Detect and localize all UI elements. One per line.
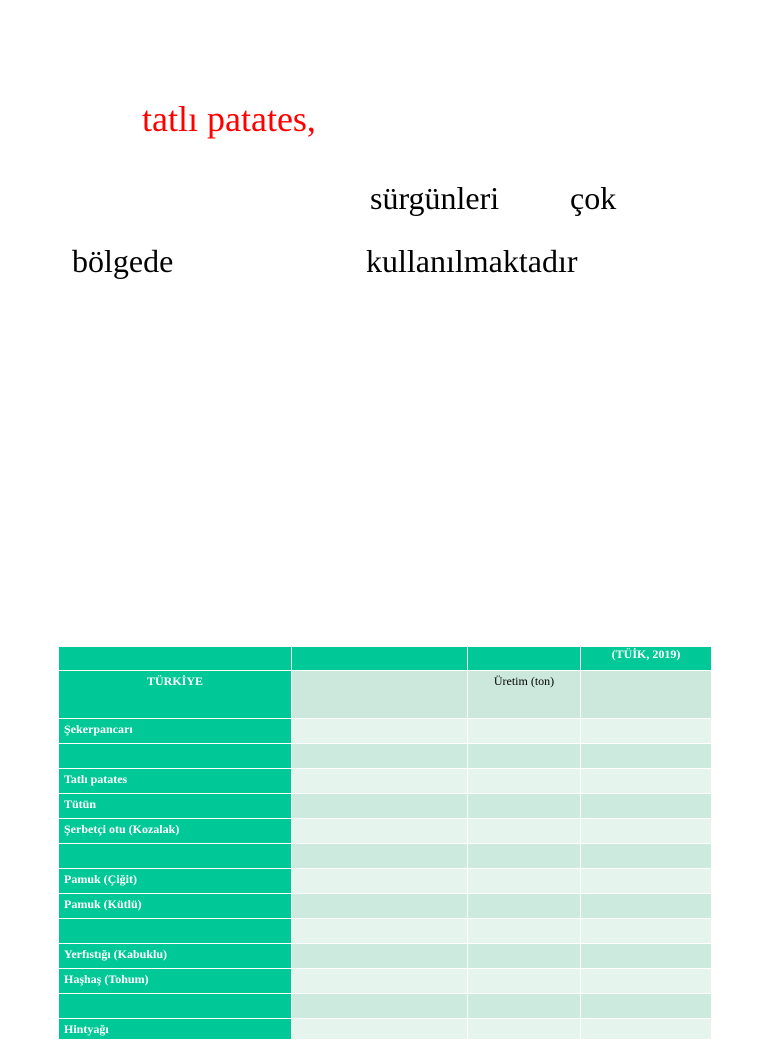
crop-name: Pamuk (Çiğit) [59, 869, 292, 894]
table-cell [468, 894, 581, 919]
table-cell [292, 1019, 468, 1040]
table-cell [292, 969, 468, 994]
table-cell [468, 969, 581, 994]
table-cell [581, 769, 712, 794]
table-row [59, 769, 712, 794]
table-row [59, 969, 712, 994]
crop-production-table [58, 646, 712, 1040]
table-header-row-top [59, 647, 712, 671]
body-word-kullanilmaktadir: kullanılmaktadır [366, 243, 578, 279]
table-cell [581, 869, 712, 894]
crop-name: Tatlı patates [59, 769, 292, 794]
table-cell [292, 944, 468, 969]
crop-name [59, 994, 292, 1019]
heading-title: tatlı patates, [142, 99, 316, 139]
table-cell [292, 719, 468, 744]
table-cell [468, 769, 581, 794]
table-cell [292, 994, 468, 1019]
table-cell [292, 919, 468, 944]
crop-name: Hintyağı [59, 1019, 292, 1040]
table-cell [581, 969, 712, 994]
table-source-label: (TÜİK, 2019) [581, 647, 712, 671]
table-row [59, 794, 712, 819]
table-cell [292, 869, 468, 894]
table-cell [581, 744, 712, 769]
crop-name: Şerbetçi otu (Kozalak) [59, 819, 292, 844]
table-cell [292, 819, 468, 844]
table-cell [468, 994, 581, 1019]
table-cell [581, 819, 712, 844]
crop-name [59, 744, 292, 769]
body-word-surgunleri: sürgünleri [370, 180, 500, 216]
table-cell [468, 794, 581, 819]
table-row [59, 944, 712, 969]
unit-header: Üretim (ton) [468, 671, 581, 719]
table-cell [468, 744, 581, 769]
table-cell [468, 944, 581, 969]
table-cell [468, 719, 581, 744]
header-cell-empty [468, 647, 581, 671]
header-cell-empty [581, 671, 712, 719]
table-cell [292, 744, 468, 769]
body-word-cok: çok [570, 180, 617, 216]
table-cell [468, 869, 581, 894]
table-row [59, 994, 712, 1019]
table-row [59, 1019, 712, 1040]
crop-name: Haşhaş (Tohum) [59, 969, 292, 994]
table-cell [581, 894, 712, 919]
table-row [59, 894, 712, 919]
table-header-row [59, 671, 712, 719]
table-cell [468, 919, 581, 944]
country-header: TÜRKİYE [59, 671, 292, 719]
table-cell [581, 794, 712, 819]
table-row [59, 744, 712, 769]
table-cell [292, 844, 468, 869]
header-cell-empty [292, 671, 468, 719]
table-cell [581, 844, 712, 869]
table-cell [581, 919, 712, 944]
table-cell [292, 769, 468, 794]
table-row [59, 819, 712, 844]
table-cell [468, 819, 581, 844]
table-row [59, 844, 712, 869]
header-cell-empty [59, 647, 292, 671]
crop-name: Pamuk (Kütlü) [59, 894, 292, 919]
table-cell [581, 944, 712, 969]
table-row [59, 719, 712, 744]
body-word-bolgede: bölgede [72, 243, 174, 279]
table-cell [468, 1019, 581, 1040]
crop-name: Şekerpancarı [59, 719, 292, 744]
crop-name: Yerfıstığı (Kabuklu) [59, 944, 292, 969]
crop-name [59, 919, 292, 944]
table-cell [292, 894, 468, 919]
crop-name [59, 844, 292, 869]
table-cell [468, 844, 581, 869]
table-cell [292, 794, 468, 819]
header-cell-empty [292, 647, 468, 671]
table-cell [581, 719, 712, 744]
crop-name: Tütün [59, 794, 292, 819]
table-cell [581, 1019, 712, 1040]
table-row [59, 869, 712, 894]
table-cell [581, 994, 712, 1019]
table-row [59, 919, 712, 944]
